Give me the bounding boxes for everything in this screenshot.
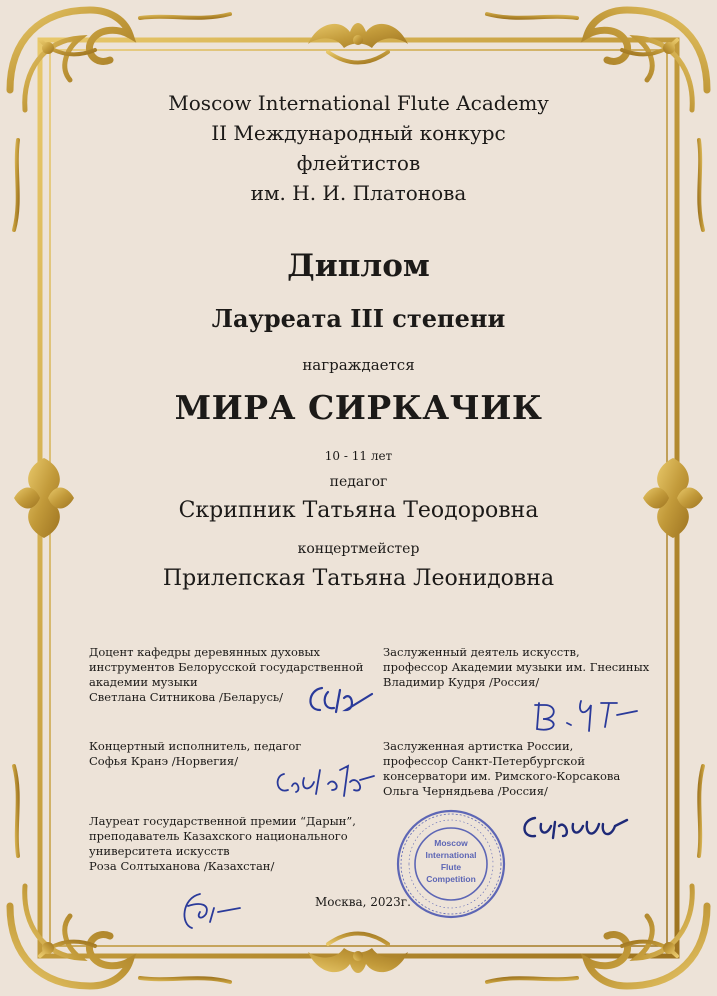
signatory-text: университета искусств <box>89 844 230 858</box>
signatory-text: Концертный исполнитель, педагог <box>89 739 302 753</box>
competition-header <box>0 88 717 208</box>
signatory-name: Владимир Кудря /Россия/ <box>383 675 540 689</box>
signatory-text: Лауреат государственной премии “Дарын”, <box>89 814 356 828</box>
accompanist-name: Прилепская Татьяна Леонидовна <box>162 566 555 591</box>
signatory-text: преподаватель Казахского национального <box>89 829 348 843</box>
signatory-text: консерватори им. Римского-Корсакова <box>383 769 621 783</box>
accompanist-label: концертмейстер <box>297 541 420 557</box>
seal-line-4: Competition <box>426 874 476 884</box>
teacher-name: Скрипник Татьяна Теодоровна <box>178 498 539 523</box>
signature-soltykhanova <box>170 888 250 933</box>
signatory-text: Заслуженный деятель искусств, <box>383 645 580 659</box>
signatory-4 <box>383 739 683 799</box>
signatory-name: Светлана Ситникова /Беларусь/ <box>89 690 284 704</box>
signature-kudrya <box>527 693 647 738</box>
competition-line-1: II Международный конкурс <box>211 121 506 145</box>
signatory-text: Заслуженная артистка России, <box>383 739 574 753</box>
academy-name: Moscow International Flute Academy <box>168 91 549 115</box>
signatory-2 <box>383 645 683 690</box>
place-and-date: Москва, 2023г. <box>315 895 411 909</box>
awarded-label: награждается <box>302 356 415 374</box>
signatory-name: Роза Солтыханова /Казахстан/ <box>89 859 275 873</box>
seal-line-2: International <box>425 850 477 860</box>
teacher-label: педагог <box>329 474 388 490</box>
age-group: 10 - 11 лет <box>324 449 393 463</box>
signatory-name: Софья Кранэ /Норвегия/ <box>89 754 239 768</box>
recipient-name: МИРА СИРКАЧИК <box>174 388 543 427</box>
competition-line-3: им. Н. И. Платонова <box>250 181 467 205</box>
seal-line-3: Flute <box>440 862 462 872</box>
signatory-name: Ольга Чернядьева /Россия/ <box>383 784 548 798</box>
signatory-text: академии музыки <box>89 675 198 689</box>
competition-line-2: флейтистов <box>296 151 421 175</box>
signatory-text: инструментов Белорусской государственной <box>89 660 364 674</box>
seal-line-1: Moscow <box>434 838 468 848</box>
competition-seal <box>395 808 507 920</box>
diploma-title: Диплом <box>287 248 430 284</box>
signatory-text: Доцент кафедры деревянных духовых <box>89 645 321 659</box>
signature-krane <box>270 760 380 805</box>
signature-chernyadieva <box>515 808 645 848</box>
signatory-text: профессор Академии музыки им. Гнесиных <box>383 660 650 674</box>
signatory-text: профессор Санкт-Петербургской <box>383 754 585 768</box>
diploma-degree: Лауреата III степени <box>211 304 506 333</box>
signature-sitnikova <box>300 680 380 720</box>
signatory-5 <box>89 814 389 874</box>
